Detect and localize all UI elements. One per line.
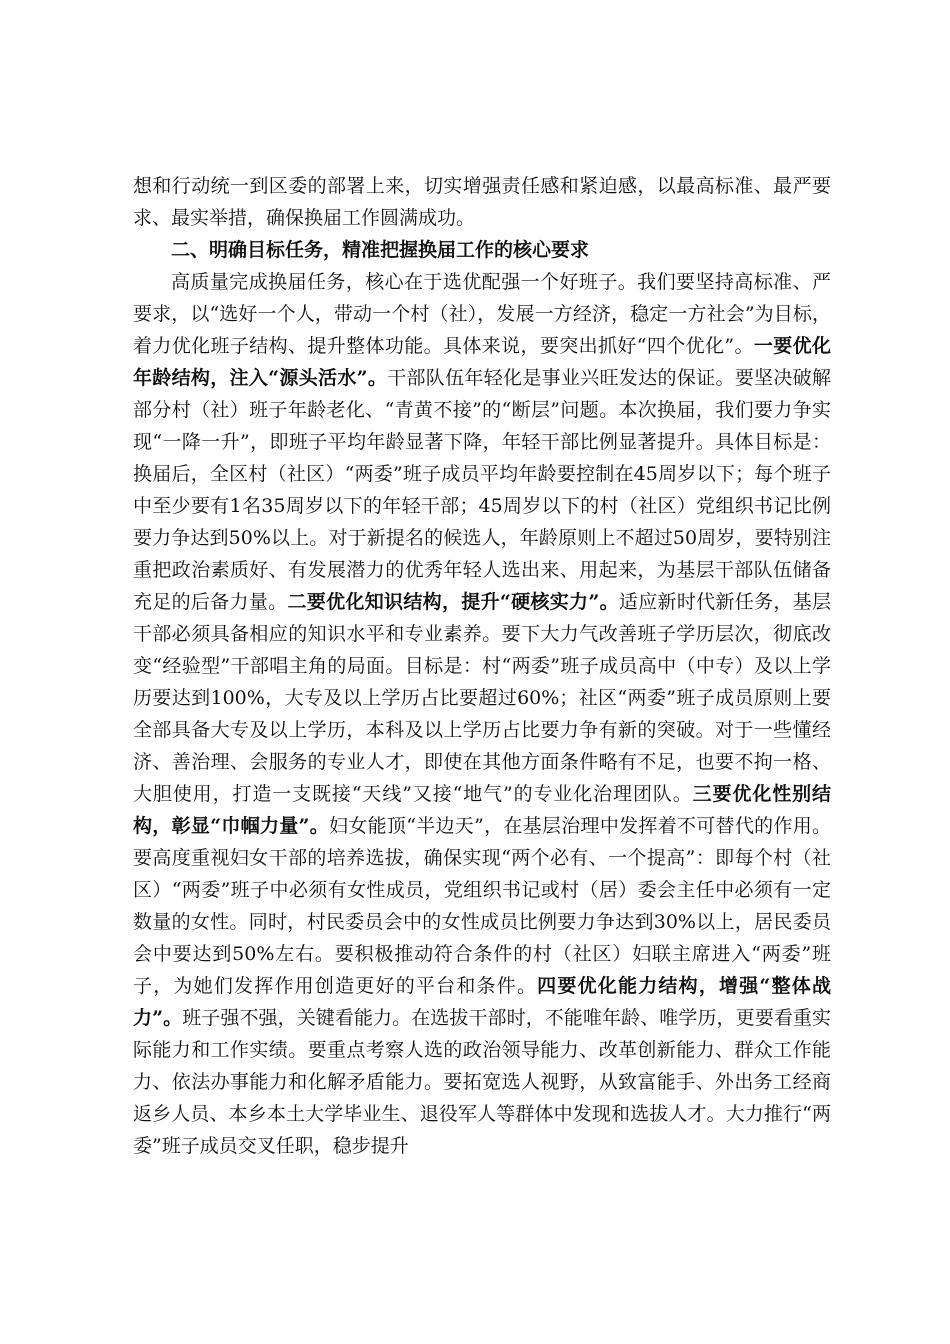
point1-title: 一要优化年龄结构，注入“源头活水”。 xyxy=(133,335,831,389)
point3-title: 三要优化性别结构，彰显“巾帼力量”。 xyxy=(133,783,831,837)
point2-body: 适应新时代新任务，基层干部必须具备相应的知识水平和专业素养。要下大力气改善班子学历层次，彻底改变“经验型”干部唱主角的局面。目标是：村“两委”班子成员高中（中专）及以上学历要达到100%，大专及以上学历占比要超过60%；社区“两委”班子成员原则上要全部具备大专及以上学历，本科及以上学历占比要力争有新的突破。对于一些懂经济、善治理、会服务的专业人才，即使在其他方面条件略有不足，也要不拘一格、大胆使用，打造一支既接“天线”又接“地气”的专业化治理团队。 xyxy=(133,591,831,805)
section-heading: 二、明确目标任务，精准把握换届工作的核心要求 xyxy=(171,239,590,261)
paragraph-body xyxy=(133,266,831,1162)
document-page xyxy=(133,170,831,1162)
point4-title: 四要优化能力结构，增强“整体战力”。 xyxy=(133,975,831,1029)
point1-body: 干部队伍年轻化是事业兴旺发达的保证。要坚决破解部分村（社）班子年龄老化、“青黄不接”的“断层”问题。本次换届，我们要力争实现“一降一升”，即班子平均年龄显著下降，年轻干部比例显著提升。具体目标是：换届后，全区村（社区）“两委”班子成员平均年龄要控制在45周岁以下；每个班子中至少要有1名35周岁以下的年轻干部；45周岁以下的村（社区）党组织书记比例要力争达到50%以上。对于新提名的候选人，年龄原则上不超过50周岁，要特别注重把政治素质好、有发展潜力的优秀年轻人选出来、用起来，为基层干部队伍储备充足的后备力量。 xyxy=(133,367,831,613)
paragraph-intro: 高质量完成换届任务，核心在于选优配强一个好班子。我们要坚持高标准、严要求，以“选好一个人，带动一个村（社），发展一方经济，稳定一方社会”为目标，着力优化班子结构、提升整体功能。具体来说，要突出抓好“四个优化”。 xyxy=(133,271,831,357)
paragraph-continuation: 想和行动统一到区委的部署上来，切实增强责任感和紧迫感，以最高标准、最严要求、最实举措，确保换届工作圆满成功。 xyxy=(133,175,831,229)
point3-body: 妇女能顶“半边天”，在基层治理中发挥着不可替代的作用。要高度重视妇女干部的培养选拔，确保实现“两个必有、一个提高”：即每个村（社区）“两委”班子中必须有女性成员，党组织书记或村（居）委会主任中必须有一定数量的女性。同时，村民委员会中的女性成员比例要力争达到30%以上，居民委员会中要达到50%左右。要积极推动符合条件的村（社区）妇联主席进入“两委”班子，为她们发挥作用创造更好的平台和条件。 xyxy=(133,815,831,997)
point4-body: 班子强不强，关键看能力。在选拔干部时，不能唯年龄、唯学历，更要看重实际能力和工作实绩。要重点考察人选的政治领导能力、改革创新能力、群众工作能力、依法办事能力和化解矛盾能力。要拓宽选人视野，从致富能手、外出务工经商返乡人员、本乡本土大学毕业生、退役军人等群体中发现和选拔人才。大力推行“两委”班子成员交叉任职，稳步提升 xyxy=(133,1007,831,1157)
point2-title: 二要优化知识结构，提升“硬核实力”。 xyxy=(287,591,619,613)
